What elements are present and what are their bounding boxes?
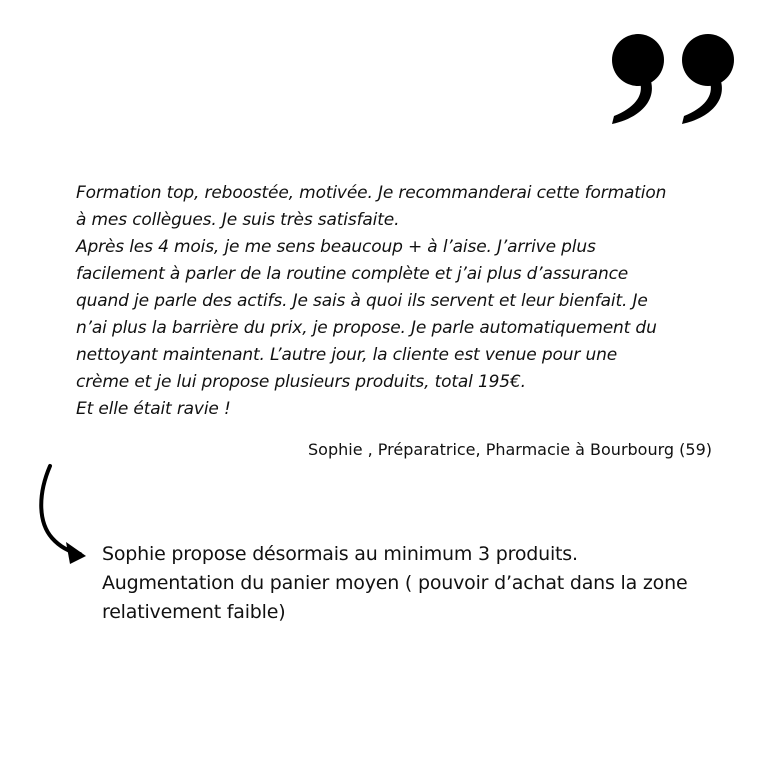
testimonial-line: crème et je lui propose plusieurs produits, total 195€.	[76, 372, 526, 392]
outcome-text	[102, 540, 742, 627]
testimonial-line: Après les 4 mois, je me sens beaucoup + à l’aise. J’arrive plus	[76, 237, 596, 257]
testimonial-line: nettoyant maintenant. L’autre jour, la cliente est venue pour une	[76, 345, 618, 365]
testimonial-line: à mes collègues. Je suis très satisfaite.	[76, 210, 400, 230]
closing-quotation-mark-icon	[600, 20, 750, 130]
curved-arrow-down-right-icon	[30, 458, 100, 568]
testimonial-line: quand je parle des actifs. Je sais à quoi ils servent et leur bienfait. Je	[76, 291, 648, 311]
outcome-line: Sophie propose désormais au minimum 3 produits.	[102, 543, 578, 565]
testimonial-line: n’ai plus la barrière du prix, je propose. Je parle automatiquement du	[76, 318, 657, 338]
testimonial-text	[76, 180, 716, 423]
testimonial-line: facilement à parler de la routine complète et j’ai plus d’assurance	[76, 264, 629, 284]
attribution: Sophie , Préparatrice, Pharmacie à Bourbourg (59)	[308, 440, 712, 459]
testimonial-line: Et elle était ravie !	[76, 399, 231, 419]
outcome-line: Augmentation du panier moyen ( pouvoir d’achat dans la zone	[102, 572, 688, 594]
testimonial-line: Formation top, reboostée, motivée. Je recommanderai cette formation	[76, 183, 667, 203]
outcome-line: relativement faible)	[102, 601, 286, 623]
